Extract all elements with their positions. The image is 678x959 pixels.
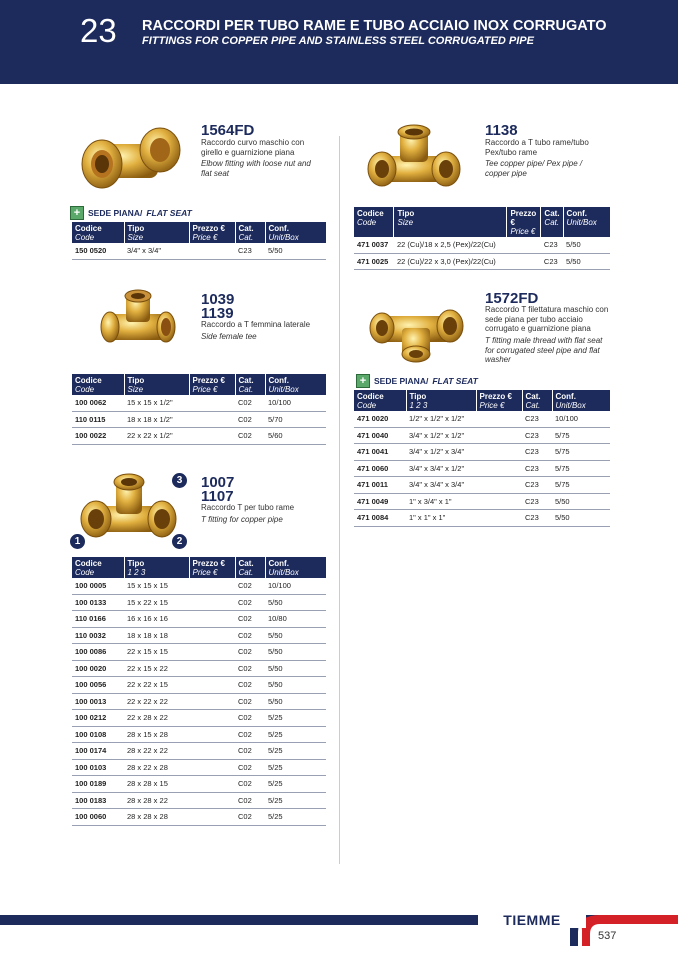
cell-code: 100 0056 xyxy=(72,677,124,694)
cell-conf: 5/75 xyxy=(552,477,610,494)
table-row xyxy=(72,743,326,760)
cell-cat: C02 xyxy=(235,743,265,760)
col-code: Codice Code xyxy=(354,390,406,411)
cell-code: 110 0166 xyxy=(72,611,124,628)
col-cat: Cat. Cat. xyxy=(235,374,265,395)
product-desc-en-1138: Tee copper pipe/ Pex pipe / copper pipe xyxy=(485,159,583,178)
cell-conf: 5/25 xyxy=(265,809,326,826)
footer-bar xyxy=(0,915,478,925)
cell-conf: 10/100 xyxy=(265,395,326,411)
cell-code: 110 0032 xyxy=(72,627,124,644)
cell-size: 18 x 18 x 18 xyxy=(124,627,189,644)
table-row xyxy=(354,411,610,427)
col-type: Tipo 1 2 3 xyxy=(124,557,189,578)
col-conf: Conf. Unit/Box xyxy=(265,374,326,395)
product-desc-it-1572fd: Raccordo T filettatura maschio con sede piana per tubo acciaio corrugato e guarnizione piana xyxy=(485,305,609,333)
table-row xyxy=(354,493,610,510)
table-row xyxy=(354,510,610,527)
cell-code: 100 0060 xyxy=(72,809,124,826)
table-row xyxy=(354,477,610,494)
column-divider xyxy=(339,136,340,864)
cell-size: 1" x 1" x 1" xyxy=(406,510,476,527)
table-row xyxy=(354,444,610,461)
cell-conf: 5/50 xyxy=(265,677,326,694)
page-number: 537 xyxy=(598,930,617,942)
cell-cat: C23 xyxy=(541,237,563,253)
cell-code: 471 0037 xyxy=(354,237,394,253)
cell-conf: 5/25 xyxy=(265,776,326,793)
cell-cat: C02 xyxy=(235,611,265,628)
cell-conf: 10/100 xyxy=(265,578,326,594)
cell-price xyxy=(189,644,235,661)
table-row xyxy=(72,759,326,776)
cell-size: 22 (Cu)/18 x 2,5 (Pex)/22(Cu) xyxy=(394,237,507,253)
col-price: Prezzo € Price € xyxy=(507,207,541,237)
cell-size: 22 (Cu)/22 x 3,0 (Pex)/22(Cu) xyxy=(394,253,507,270)
cell-cat: C23 xyxy=(235,243,265,259)
cell-size: 22 x 22 x 22 xyxy=(124,693,189,710)
cell-size: 3/4" x 1/2" x 1/2" xyxy=(406,427,476,444)
plus-icon: + xyxy=(356,374,370,388)
cell-cat: C23 xyxy=(522,460,552,477)
cell-code: 110 0115 xyxy=(72,411,124,428)
table-row xyxy=(72,677,326,694)
product-table-1007 xyxy=(72,557,326,826)
table-row xyxy=(72,611,326,628)
cell-conf: 5/50 xyxy=(563,253,610,270)
product-table-1039 xyxy=(72,374,326,445)
cell-conf: 5/50 xyxy=(265,693,326,710)
cell-cat: C02 xyxy=(235,710,265,727)
cell-size: 22 x 15 x 15 xyxy=(124,644,189,661)
cell-size: 28 x 28 x 15 xyxy=(124,776,189,793)
table-row xyxy=(72,693,326,710)
col-conf: Conf. Unit/Box xyxy=(552,390,610,411)
cell-price xyxy=(189,395,235,411)
cell-cat: C23 xyxy=(522,510,552,527)
cell-conf: 5/50 xyxy=(265,594,326,611)
cell-cat: C02 xyxy=(235,693,265,710)
cell-price xyxy=(476,493,522,510)
product-desc-en-1039: Side female tee xyxy=(201,332,257,341)
cell-code: 471 0041 xyxy=(354,444,406,461)
cell-conf: 10/100 xyxy=(552,411,610,427)
cell-size: 28 x 22 x 22 xyxy=(124,743,189,760)
cell-code: 100 0062 xyxy=(72,395,124,411)
cell-price xyxy=(476,444,522,461)
cell-size: 28 x 28 x 28 xyxy=(124,809,189,826)
cell-cat: C02 xyxy=(235,660,265,677)
cell-code: 100 0086 xyxy=(72,644,124,661)
cell-size: 15 x 15 x 15 xyxy=(124,578,189,594)
product-table-1138 xyxy=(354,207,610,270)
cell-price xyxy=(189,411,235,428)
cell-price xyxy=(189,693,235,710)
product-desc-it-1039: Raccordo a T femmina laterale xyxy=(201,320,311,329)
cell-size: 22 x 22 x 15 xyxy=(124,677,189,694)
cell-conf: 5/50 xyxy=(265,660,326,677)
table-row xyxy=(72,411,326,428)
product-desc-it-1138: Raccordo a T tubo rame/tubo Pex/tubo rame xyxy=(485,138,589,157)
cell-price xyxy=(189,677,235,694)
cell-price xyxy=(189,743,235,760)
cell-size: 22 x 15 x 22 xyxy=(124,660,189,677)
product-table-1572fd xyxy=(354,390,610,527)
cell-cat: C23 xyxy=(522,427,552,444)
cell-size: 18 x 18 x 1/2" xyxy=(124,411,189,428)
elbow-fitting-image xyxy=(78,122,184,198)
cell-conf: 5/75 xyxy=(552,427,610,444)
cell-price xyxy=(189,759,235,776)
table-row xyxy=(72,627,326,644)
cell-price xyxy=(189,594,235,611)
flat-seat-label: + SEDE PIANA/ FLAT SEAT xyxy=(356,374,478,388)
cell-size: 3/4" x 3/4" x 1/2" xyxy=(406,460,476,477)
cell-code: 100 0020 xyxy=(72,660,124,677)
product-code-1139: 1139 xyxy=(201,305,234,322)
cell-conf: 5/75 xyxy=(552,460,610,477)
cell-conf: 5/50 xyxy=(265,627,326,644)
cell-size: 1" x 3/4" x 1" xyxy=(406,493,476,510)
col-code: Codice Code xyxy=(72,557,124,578)
cell-code: 100 0013 xyxy=(72,693,124,710)
col-code: Codice Code xyxy=(354,207,394,237)
cell-price xyxy=(189,792,235,809)
cell-conf: 10/80 xyxy=(265,611,326,628)
table-row xyxy=(354,253,610,270)
cell-cat: C02 xyxy=(235,594,265,611)
cell-code: 100 0108 xyxy=(72,726,124,743)
cell-cat: C02 xyxy=(235,726,265,743)
cell-cat: C23 xyxy=(522,411,552,427)
product-code-1564fd: 1564FD xyxy=(201,122,255,139)
table-row xyxy=(72,792,326,809)
table-row xyxy=(354,237,610,253)
col-conf: Conf. Unit/Box xyxy=(265,222,326,243)
product-table-1564fd xyxy=(72,222,326,260)
cell-price xyxy=(189,627,235,644)
cell-cat: C02 xyxy=(235,411,265,428)
brand-logo: TIEMME xyxy=(478,912,586,928)
cell-price xyxy=(189,428,235,445)
col-type: Tipo Size xyxy=(124,222,189,243)
cell-size: 22 x 28 x 22 xyxy=(124,710,189,727)
cell-cat: C02 xyxy=(235,644,265,661)
cell-conf: 5/25 xyxy=(265,792,326,809)
table-row xyxy=(354,460,610,477)
cell-size: 28 x 15 x 28 xyxy=(124,726,189,743)
cell-size: 22 x 22 x 1/2" xyxy=(124,428,189,445)
col-price: Prezzo € Price € xyxy=(189,374,235,395)
cell-cat: C02 xyxy=(235,792,265,809)
cell-price xyxy=(476,411,522,427)
product-desc-en-1564fd: Elbow fitting with loose nut and flat seat xyxy=(201,159,311,178)
product-desc-it-1564fd: Raccordo curvo maschio con girello e guarnizione piana xyxy=(201,138,305,157)
col-type: Tipo 1 2 3 xyxy=(406,390,476,411)
product-code-1007: 1007 xyxy=(201,474,235,491)
cell-price xyxy=(476,510,522,527)
cell-cat: C02 xyxy=(235,395,265,411)
product-code-1138: 1138 xyxy=(485,122,518,139)
col-cat: Cat. Cat. xyxy=(541,207,563,237)
cell-conf: 5/25 xyxy=(265,743,326,760)
table-row xyxy=(72,710,326,727)
cell-code: 471 0049 xyxy=(354,493,406,510)
cell-code: 100 0174 xyxy=(72,743,124,760)
cell-code: 471 0084 xyxy=(354,510,406,527)
cell-conf: 5/50 xyxy=(265,644,326,661)
table-row xyxy=(72,395,326,411)
table-row xyxy=(72,578,326,594)
cell-conf: 5/25 xyxy=(265,726,326,743)
cell-size: 3/4" x 3/4" x 3/4" xyxy=(406,477,476,494)
cell-size: 15 x 22 x 15 xyxy=(124,594,189,611)
cell-code: 100 0133 xyxy=(72,594,124,611)
cell-conf: 5/25 xyxy=(265,710,326,727)
cell-price xyxy=(476,460,522,477)
cell-cat: C23 xyxy=(541,253,563,270)
col-conf: Conf. Unit/Box xyxy=(265,557,326,578)
cell-cat: C23 xyxy=(522,493,552,510)
cell-size: 1/2" x 1/2" x 1/2" xyxy=(406,411,476,427)
cell-price xyxy=(476,477,522,494)
cell-cat: C02 xyxy=(235,578,265,594)
table-row xyxy=(72,644,326,661)
cell-conf: 5/75 xyxy=(552,444,610,461)
badge-1: 1 xyxy=(70,534,85,549)
male-thread-tee-image xyxy=(366,290,466,366)
cell-code: 471 0060 xyxy=(354,460,406,477)
col-conf: Conf. Unit/Box xyxy=(563,207,610,237)
page-title: RACCORDI PER TUBO RAME E TUBO ACCIAIO INOX CORRUGATO xyxy=(142,18,607,34)
cell-size: 16 x 16 x 16 xyxy=(124,611,189,628)
pex-tee-image xyxy=(366,124,462,196)
table-row xyxy=(72,594,326,611)
col-code: Codice Code xyxy=(72,222,124,243)
cell-code: 471 0011 xyxy=(354,477,406,494)
table-row xyxy=(72,428,326,445)
cell-conf: 5/50 xyxy=(552,510,610,527)
table-row xyxy=(72,243,326,259)
cell-cat: C02 xyxy=(235,428,265,445)
product-code-1572fd: 1572FD xyxy=(485,290,539,307)
cell-size: 3/4" x 3/4" xyxy=(124,243,189,259)
cell-code: 100 0005 xyxy=(72,578,124,594)
table-row xyxy=(72,776,326,793)
col-cat: Cat. Cat. xyxy=(235,557,265,578)
table-row xyxy=(72,660,326,677)
female-tee-image xyxy=(100,288,176,364)
page-subtitle: FITTINGS FOR COPPER PIPE AND STAINLESS STEEL CORRUGATED PIPE xyxy=(142,35,534,47)
copper-tee-image xyxy=(78,472,178,546)
cell-cat: C02 xyxy=(235,627,265,644)
cell-price xyxy=(476,427,522,444)
col-cat: Cat. Cat. xyxy=(235,222,265,243)
product-desc-en-1007: T fitting for copper pipe xyxy=(201,515,283,524)
product-desc-it-1007: Raccordo T per tubo rame xyxy=(201,503,295,512)
cell-cat: C23 xyxy=(522,444,552,461)
cell-price xyxy=(189,243,235,259)
product-desc-en-1572fd: T fitting male thread with flat seat for corrugated steel pipe and flat washer xyxy=(485,336,603,364)
flat-seat-label: + SEDE PIANA/ FLAT SEAT xyxy=(70,206,192,220)
cell-cat: C23 xyxy=(522,477,552,494)
col-cat: Cat. Cat. xyxy=(522,390,552,411)
cell-price xyxy=(189,710,235,727)
cell-cat: C02 xyxy=(235,809,265,826)
col-code: Codice Code xyxy=(72,374,124,395)
plus-icon: + xyxy=(70,206,84,220)
cell-price xyxy=(507,237,541,253)
badge-2: 2 xyxy=(172,534,187,549)
product-code-1107: 1107 xyxy=(201,488,234,505)
cell-price xyxy=(189,660,235,677)
cell-conf: 5/60 xyxy=(265,428,326,445)
cell-code: 100 0022 xyxy=(72,428,124,445)
col-price: Prezzo € Price € xyxy=(189,557,235,578)
table-row xyxy=(72,809,326,826)
cell-code: 471 0020 xyxy=(354,411,406,427)
cell-cat: C02 xyxy=(235,759,265,776)
col-type: Tipo Size xyxy=(124,374,189,395)
cell-code: 100 0103 xyxy=(72,759,124,776)
table-row xyxy=(354,427,610,444)
cell-code: 100 0183 xyxy=(72,792,124,809)
cell-cat: C02 xyxy=(235,776,265,793)
cell-cat: C02 xyxy=(235,677,265,694)
badge-3: 3 xyxy=(172,473,187,488)
col-price: Prezzo € Price € xyxy=(189,222,235,243)
cell-code: 100 0189 xyxy=(72,776,124,793)
cell-conf: 5/50 xyxy=(265,243,326,259)
cell-price xyxy=(189,611,235,628)
cell-size: 28 x 22 x 28 xyxy=(124,759,189,776)
cell-conf: 5/50 xyxy=(563,237,610,253)
col-price: Prezzo € Price € xyxy=(476,390,522,411)
cell-code: 150 0520 xyxy=(72,243,124,259)
cell-price xyxy=(507,253,541,270)
cell-price xyxy=(189,809,235,826)
cell-price xyxy=(189,578,235,594)
cell-size: 3/4" x 1/2" x 3/4" xyxy=(406,444,476,461)
chapter-number: 23 xyxy=(80,12,117,49)
cell-price xyxy=(189,726,235,743)
cell-size: 28 x 28 x 22 xyxy=(124,792,189,809)
cell-code: 100 0212 xyxy=(72,710,124,727)
cell-conf: 5/70 xyxy=(265,411,326,428)
col-type: Tipo Size xyxy=(394,207,507,237)
cell-size: 15 x 15 x 1/2" xyxy=(124,395,189,411)
table-row xyxy=(72,726,326,743)
cell-conf: 5/50 xyxy=(552,493,610,510)
cell-conf: 5/25 xyxy=(265,759,326,776)
product-code-1039: 1039 xyxy=(201,291,235,308)
cell-code: 471 0040 xyxy=(354,427,406,444)
cell-code: 471 0025 xyxy=(354,253,394,270)
cell-price xyxy=(189,776,235,793)
